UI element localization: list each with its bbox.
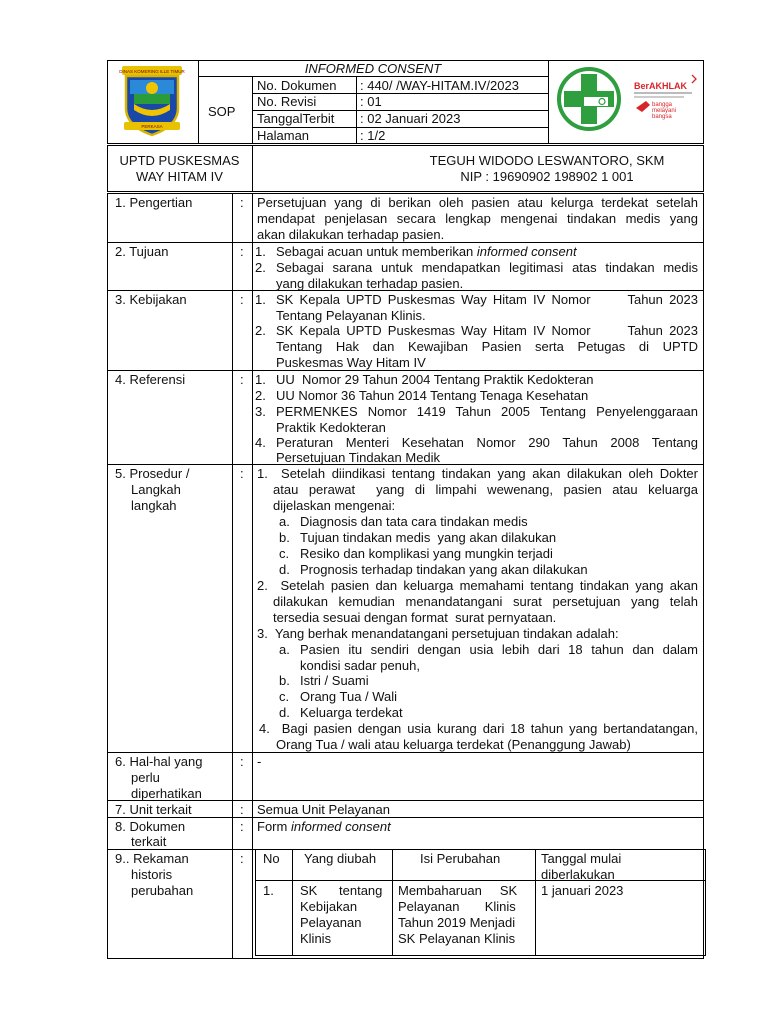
- label-prosedur-1: 5. Prosedur /: [115, 466, 190, 481]
- prosedur-p4-line-2: Orang Tua / wali atau keluarga terdekat (Penanggung Jawab): [276, 737, 631, 752]
- prosedur-p1-sub-a-key: a.: [279, 514, 290, 529]
- meta-value-no-dokumen: : 440/ /WAY-HITAM.IV/2023: [360, 78, 519, 93]
- prosedur-p1-sub-b: Tujuan tindakan medis yang akan dilakukan: [300, 530, 557, 545]
- meta-value-no-revisi: : 01: [360, 94, 382, 109]
- puskesmas-logo: [556, 66, 622, 132]
- colon: :: [240, 802, 244, 817]
- prosedur-p3-sub-b-key: b.: [279, 673, 290, 688]
- kebijakan-1-line-2: Tentang Pelayanan Klinis.: [276, 308, 426, 323]
- berakhlak-title: BerAKHLAK: [634, 81, 688, 91]
- kebijakan-num-1: 1.: [255, 292, 266, 307]
- label-prosedur-2: Langkah: [131, 482, 181, 497]
- prosedur-p1-line-3: dijelaskan mengenai:: [273, 498, 396, 513]
- referensi-1-line-1: UU Nomor 29 Tahun 2004 Tentang Praktik Kedokteran: [276, 372, 594, 387]
- kebijakan-2-line-2: Tentang Hak dan Kewajiban Pasien serta Petugas di UPTD: [276, 339, 698, 354]
- prosedur-p3-sub-a: Pasien itu sendiri dengan usia lebih dari 18 tahun dan dalam: [300, 642, 698, 657]
- prosedur-p2-line-2: dilakukan kemudian menandatangani surat persetujuan yang telah: [273, 594, 698, 609]
- prosedur-p1-line-1: 1. Setelah diindikasi tentang tindakan yang akan dilakukan oleh Dokter: [257, 466, 698, 481]
- tujuan-item-2: Sebagai sarana untuk mendapatkan legitimasi atas tindakan medis: [276, 260, 698, 275]
- prosedur-p3-sub-c: Orang Tua / Wali: [300, 689, 398, 704]
- prosedur-p3-sub-d-key: d.: [279, 705, 290, 720]
- meta-value-halaman: : 1/2: [360, 128, 386, 143]
- tujuan-num-1: 1.: [255, 244, 266, 259]
- tujuan-item-1: [276, 244, 577, 260]
- prosedur-p3: 3. Yang berhak menandatangani persetujuan tindakan adalah:: [257, 626, 619, 641]
- label-hal-1: 6. Hal-hal yang: [115, 754, 203, 769]
- label-rekaman-2: historis: [131, 867, 173, 882]
- tujuan-num-2: 2.: [255, 260, 266, 275]
- meta-label-tanggal-terbit: TanggalTerbit: [257, 111, 335, 126]
- colon: :: [240, 466, 244, 481]
- meta-label-no-dokumen: No. Dokumen: [257, 78, 337, 93]
- label-dokumen-1: 8. Dokumen: [115, 819, 186, 834]
- prosedur-p1-sub-d-key: d.: [279, 562, 290, 577]
- prosedur-p1-sub-c-key: c.: [279, 546, 290, 561]
- pengertian-line-3: akan dilakukan terhadap pasien.: [257, 227, 445, 242]
- label-rekaman-1: 9.. Rekaman: [115, 851, 189, 866]
- meta-label-halaman: Halaman: [257, 128, 310, 143]
- revision-row-isi-1: Membaharuan SK: [398, 883, 518, 898]
- prosedur-p4-line-1: 4. Bagi pasien dengan usia kurang dari 18 tahun yang bertandatangan,: [259, 721, 698, 736]
- referensi-3-line-2: Praktik Kedokteran: [276, 420, 386, 435]
- tujuan-item-2-cont: yang dilakukan terhadap pasien.: [276, 276, 464, 291]
- revision-row-diubah-3: Pelayanan: [300, 915, 362, 930]
- prosedur-p3-sub-a-cont: kondisi sadar penuh,: [300, 658, 420, 673]
- referensi-num-2: 2.: [255, 388, 266, 403]
- bangga-line-3: bangsa: [652, 114, 672, 120]
- referensi-num-4: 4.: [255, 435, 266, 450]
- referensi-3-line-1: PERMENKES Nomor 1419 Tahun 2005 Tentang Penyelenggaraan: [276, 404, 698, 419]
- colon: :: [240, 292, 244, 307]
- label-dokumen-2: terkait: [131, 834, 167, 849]
- unit-terkait-value: Semua Unit Pelayanan: [257, 802, 390, 817]
- kebijakan-2-line-3: Puskesmas Way Hitam IV: [276, 355, 426, 370]
- bangga-line-2: melayani: [652, 108, 677, 114]
- referensi-4-line-1: Peraturan Menteri Kesehatan Nomor 290 Tahun 2008 Tentang: [276, 435, 698, 450]
- pengertian-line-1: Persetujuan yang di berikan oleh pasien atau kelurga terdekat setelah: [257, 195, 698, 210]
- tujuan-item-1-text: Sebagai acuan untuk memberikan: [276, 244, 477, 259]
- revision-row-no: 1.: [263, 883, 274, 898]
- label-referensi: 4. Referensi: [115, 372, 186, 387]
- bangga-line-1: bangga: [652, 102, 673, 108]
- meta-label-no-revisi: No. Revisi: [257, 94, 317, 109]
- label-tujuan: 2. Tujuan: [115, 244, 169, 259]
- document-title: INFORMED CONSENT: [304, 61, 442, 76]
- prosedur-p1-line-2: atau perawat yang di limpahi wewenang, pasien atau keluarga: [273, 482, 698, 497]
- regency-logo: [116, 64, 188, 138]
- revision-col-tanggal-1: Tanggal mulai: [541, 851, 622, 866]
- dokumen-value: [257, 819, 391, 835]
- sop-label: SOP: [208, 104, 236, 119]
- revision-row-isi-4: SK Pelayanan Klinis: [398, 931, 516, 946]
- referensi-4-line-2: Persetujuan Tindakan Medik: [276, 450, 441, 465]
- prosedur-p2-line-3: tersedia sesuai dengan format surat pernyataan.: [273, 610, 557, 625]
- revision-col-diubah: Yang diubah: [304, 851, 377, 866]
- logo-bottom-text: PERKASA: [141, 124, 163, 129]
- label-unit-terkait: 7. Unit terkait: [115, 802, 192, 817]
- revision-row-isi-3: Tahun 2019 Menjadi: [398, 915, 516, 930]
- dokumen-value-text: Form: [257, 819, 291, 834]
- meta-value-tanggal-terbit: : 02 Januari 2023: [360, 111, 461, 126]
- label-hal-3: diperhatikan: [131, 786, 202, 801]
- colon: :: [240, 754, 244, 769]
- prosedur-p3-sub-b: Istri / Suami: [300, 673, 369, 688]
- logo-top-text: DINAS KOMERING ILLE TIMUR: [119, 69, 185, 74]
- colon: :: [240, 372, 244, 387]
- revision-col-isi: Isi Perubahan: [420, 851, 501, 866]
- prosedur-p2-line-1: 2. Setelah pasien dan keluarga memahami tentang tindakan yang akan: [257, 578, 698, 593]
- prosedur-p1-sub-a: Diagnosis dan tata cara tindakan medis: [300, 514, 528, 529]
- unit-name-line-1: UPTD PUSKESMAS: [119, 153, 240, 168]
- label-hal-2: perlu: [131, 770, 160, 785]
- kebijakan-1-line-1: SK Kepala UPTD Puskesmas Way Hitam IV Nomor Tahun 2023: [276, 292, 698, 307]
- head-name: TEGUH WIDODO LESWANTORO, SKM: [429, 153, 665, 168]
- referensi-num-1: 1.: [255, 372, 266, 387]
- prosedur-p3-sub-d: Keluarga terdekat: [300, 705, 403, 720]
- tujuan-item-1-italic: informed consent: [476, 244, 577, 259]
- pengertian-line-2: mendapat penjelasan secara lengkap mengenai tindakan medis yang: [257, 211, 698, 226]
- revision-row-diubah-4: Klinis: [300, 931, 332, 946]
- revision-row-diubah-1: SK tentang: [300, 883, 383, 898]
- label-kebijakan: 3. Kebijakan: [115, 292, 187, 307]
- referensi-num-3: 3.: [255, 404, 266, 419]
- kebijakan-num-2: 2.: [255, 323, 266, 338]
- label-pengertian: 1. Pengertian: [115, 195, 193, 210]
- prosedur-p1-sub-c: Resiko dan komplikasi yang mungkin terjadi: [300, 546, 553, 561]
- revision-col-no: No: [263, 851, 280, 866]
- dokumen-value-italic: informed consent: [290, 819, 391, 834]
- revision-row-isi-2: Pelayanan Klinis: [398, 899, 516, 914]
- colon: :: [240, 851, 244, 866]
- prosedur-p3-sub-c-key: c.: [279, 689, 290, 704]
- berakhlak-logo: [626, 70, 702, 120]
- revision-row-diubah-2: Kebijakan: [300, 899, 358, 914]
- prosedur-p1-sub-b-key: b.: [279, 530, 290, 545]
- referensi-2-line-1: UU Nomor 36 Tahun 2014 Tentang Tenaga Kesehatan: [276, 388, 589, 403]
- revision-row-tanggal: 1 januari 2023: [541, 883, 624, 898]
- unit-name-line-2: WAY HITAM IV: [136, 169, 223, 184]
- head-nip: NIP : 19690902 198902 1 001: [460, 169, 634, 184]
- label-prosedur-3: langkah: [131, 498, 177, 513]
- colon: :: [240, 195, 244, 210]
- label-rekaman-3: perubahan: [131, 883, 194, 898]
- colon: :: [240, 819, 244, 834]
- revision-col-tanggal-2: diberlakukan: [541, 867, 615, 882]
- kebijakan-2-line-1: SK Kepala UPTD Puskesmas Way Hitam IV Nomor Tahun 2023: [276, 323, 698, 338]
- hal-value: -: [257, 754, 262, 769]
- prosedur-p1-sub-d: Prognosis terhadap tindakan yang akan dilakukan: [300, 562, 588, 577]
- prosedur-p3-sub-a-key: a.: [279, 642, 290, 657]
- colon: :: [240, 244, 244, 259]
